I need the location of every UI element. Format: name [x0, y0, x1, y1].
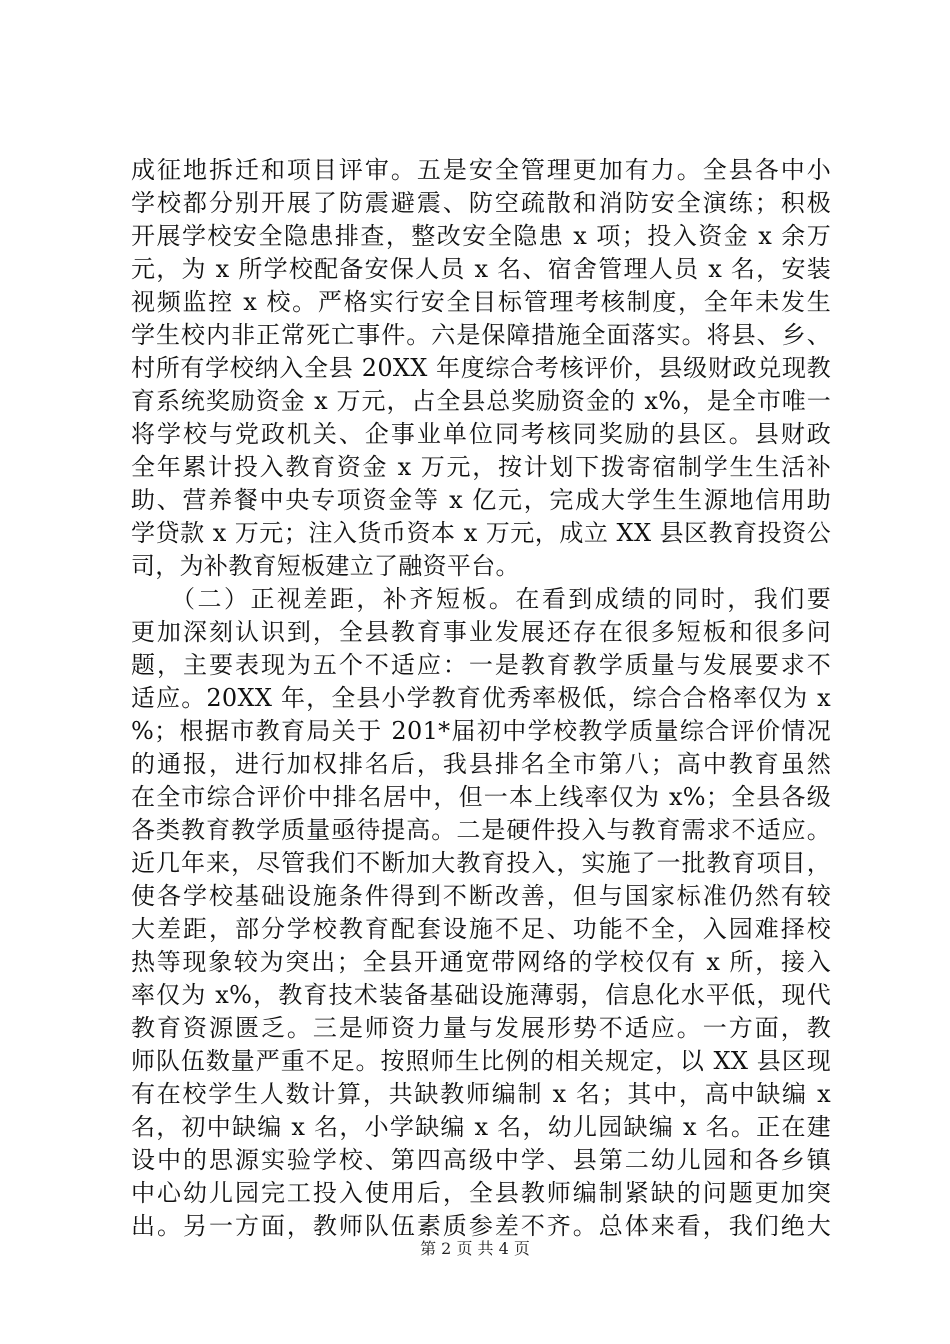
text-line: 更加深刻认识到，全县教育事业发展还存在很多短板和很多问: [131, 618, 831, 646]
text-line: 出。另一方面，教师队伍素质参差不齐。总体来看，我们绝大: [131, 1212, 831, 1240]
text-line: 元，为 x 所学校配备安保人员 x 名、宿舍管理人员 x 名，安装: [131, 255, 831, 283]
text-line: 村所有学校纳入全县 20XX 年度综合考核评价，县级财政兑现教: [131, 354, 831, 382]
text-line: 题，主要表现为五个不适应：一是教育教学质量与发展要求不: [131, 651, 831, 679]
text-line: 适应。20XX 年，全县小学教育优秀率极低，综合合格率仅为 x: [131, 684, 831, 712]
text-line: 教育资源匮乏。三是师资力量与发展形势不适应。一方面，教: [131, 1014, 831, 1042]
text-line: 学生校内非正常死亡事件。六是保障措施全面落实。将县、乡、: [131, 321, 831, 349]
text-line: 的通报，进行加权排名后，我县排名全市第八；高中教育虽然: [131, 750, 831, 778]
text-line: 在全市综合评价中排名居中，但一本上线率仅为 x%；全县各级: [131, 783, 831, 811]
text-line: %；根据市教育局关于 201*届初中学校教学质量综合评价情况: [131, 717, 831, 745]
text-line: 司，为补教育短板建立了融资平台。: [131, 552, 520, 580]
text-line: 中心幼儿园完工投入使用后，全县教师编制紧缺的问题更加突: [131, 1179, 831, 1207]
body-text: [131, 154, 831, 1243]
page-number-footer: 第 2 页 共 4 页: [420, 1239, 530, 1258]
text-line: 热等现象较为突出；全县开通宽带网络的学校仅有 x 所，接入: [131, 948, 831, 976]
text-line: 学校都分别开展了防震避震、防空疏散和消防安全演练；积极: [131, 189, 831, 217]
text-line: 设中的思源实验学校、第四高级中学、县第二幼儿园和各乡镇: [131, 1146, 831, 1174]
text-line: （二）正视差距，补齐短板。在看到成绩的同时，我们要: [171, 585, 831, 613]
text-line: 使各学校基础设施条件得到不断改善，但与国家标准仍然有较: [131, 882, 831, 910]
text-line: 育系统奖励资金 x 万元，占全县总奖励资金的 x%，是全市唯一: [131, 387, 831, 415]
text-line: 开展学校安全隐患排查，整改安全隐患 x 项；投入资金 x 余万: [131, 222, 831, 250]
text-line: 大差距，部分学校教育配套设施不足、功能不全，入园难择校: [131, 915, 831, 943]
text-line: 各类教育教学质量亟待提高。二是硬件投入与教育需求不适应。: [131, 816, 831, 844]
text-line: 全年累计投入教育资金 x 万元，按计划下拨寄宿制学生生活补: [131, 453, 831, 481]
text-line: 近几年来，尽管我们不断加大教育投入，实施了一批教育项目，: [131, 849, 831, 877]
text-line: 视频监控 x 校。严格实行安全目标管理考核制度，全年未发生: [131, 288, 831, 316]
text-line: 学贷款 x 万元；注入货币资本 x 万元，成立 XX 县区教育投资公: [131, 519, 831, 547]
text-line: 师队伍数量严重不足。按照师生比例的相关规定，以 XX 县区现: [131, 1047, 831, 1075]
text-line: 有在校学生人数计算，共缺教师编制 x 名；其中，高中缺编 x: [131, 1080, 831, 1108]
text-line: 将学校与党政机关、企事业单位同考核同奖励的县区。县财政: [131, 420, 831, 448]
text-line: 成征地拆迁和项目评审。五是安全管理更加有力。全县各中小: [131, 156, 831, 184]
text-line: 率仅为 x%，教育技术装备基础设施薄弱，信息化水平低，现代: [131, 981, 831, 1009]
text-line: 助、营养餐中央专项资金等 x 亿元，完成大学生生源地信用助: [131, 486, 831, 514]
text-line: 名，初中缺编 x 名，小学缺编 x 名，幼儿园缺编 x 名。正在建: [131, 1113, 831, 1141]
